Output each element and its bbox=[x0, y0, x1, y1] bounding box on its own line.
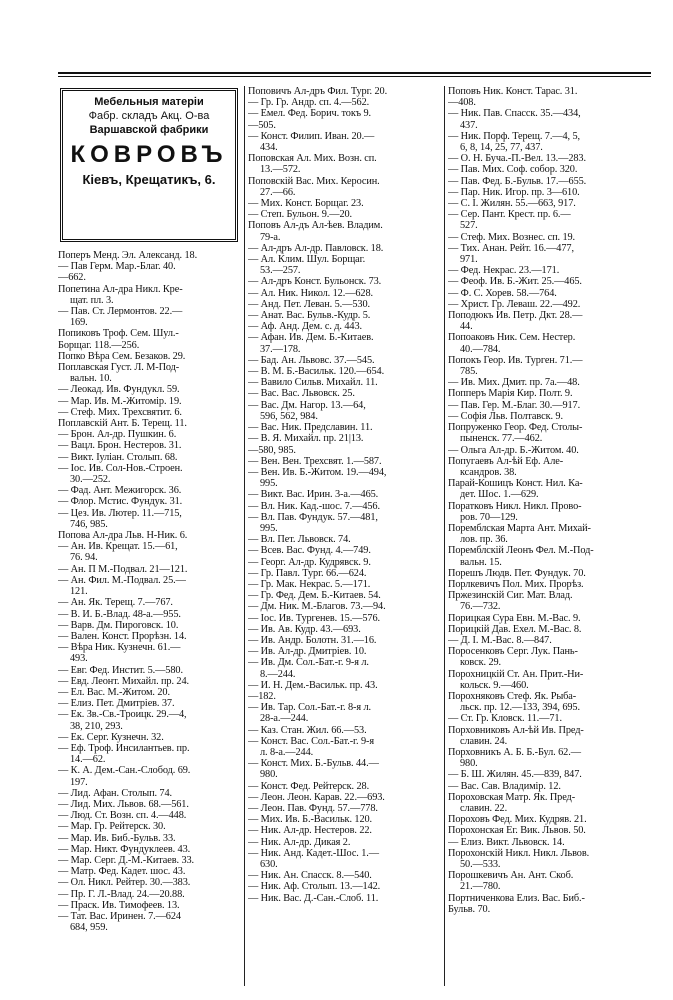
directory-entry-line: — В. М. Б.-Васильк. 120.—654. bbox=[248, 366, 385, 378]
directory-entry-line: —505. bbox=[248, 119, 276, 131]
directory-entry-line: — Ив. Ав. Кудр. 43.—693. bbox=[248, 623, 361, 635]
directory-entry-line: — Конст. Филип. Иван. 20.— bbox=[248, 130, 375, 142]
directory-entry-line: 8.—244. bbox=[260, 668, 296, 680]
directory-entry-line: Бульв. 70. bbox=[448, 903, 491, 915]
directory-entry-line: — Тат. Вас. Иринен. 7.—624 bbox=[58, 910, 181, 922]
directory-entry-line: — Конст. Вас. Сол.-Бат.-г. 9-я bbox=[248, 735, 374, 747]
directory-entry-line: — Вален. Конст. Прорѣзн. 14. bbox=[58, 630, 187, 642]
directory-entry-line: — Ив. Андр. Болотн. 31.—16. bbox=[248, 634, 377, 646]
directory-entry-line: — Вас. Ник. Предславин. 11. bbox=[248, 422, 373, 434]
directory-entry-line: — Матр. Фед. Кадет. шос. 43. bbox=[58, 866, 186, 878]
directory-entry-line: — Мар. Гр. Рейтерск. 30. bbox=[58, 821, 166, 833]
directory-entry-line: Попко Вѣра Сем. Безаков. 29. bbox=[58, 350, 186, 362]
directory-entry-line: — Д. І. М.-Вас. 8.—847. bbox=[448, 634, 552, 646]
directory-entry-line: — Ол. Никл. Рейтер. 30.—383. bbox=[58, 877, 191, 889]
directory-entry-line: — Леокад. Ив. Фундукл. 59. bbox=[58, 384, 180, 396]
directory-entry-line: — Конст. Мих. Б.-Бульв. 44.— bbox=[248, 758, 379, 770]
directory-entry-line: — Евг. Фед. Инстит. 5.—580. bbox=[58, 664, 183, 676]
directory-entry-line: 30.—252. bbox=[70, 474, 111, 486]
directory-entry-line: — Ник. Ал-др. Нестеров. 22. bbox=[248, 825, 372, 837]
directory-entry-line: — Софія Льв. Полтавск. 9. bbox=[448, 410, 563, 422]
directory-entry-line: 971. bbox=[460, 254, 478, 266]
directory-entry-line: — Анд. Пет. Леван. 5.—530. bbox=[248, 298, 370, 310]
directory-entry-line: — Каз. Стан. Жил. 66.—53. bbox=[248, 724, 367, 736]
directory-entry-line: Попперъ Марія Кир. Полт. 9. bbox=[448, 388, 573, 400]
directory-entry-line: Поремблская Марта Ант. Михай- bbox=[448, 522, 591, 534]
directory-entry-line: — Пав. Мих. Соф. собор. 320. bbox=[448, 164, 578, 176]
directory-entry-line: — Гр. Фед. Дем. Б.-Китаев. 54. bbox=[248, 590, 381, 602]
ad-line-3: Варшавской фабрики bbox=[89, 124, 209, 136]
directory-entry-line: Порицкій Дав. Ехел. М.-Вас. 8. bbox=[448, 623, 582, 635]
directory-entry-line: 121. bbox=[70, 586, 88, 598]
directory-entry-line: — Пр. Г. Л.-Влад. 24.—20.88. bbox=[58, 888, 185, 900]
directory-entry-line: — Дм. Ник. М.-Благов. 73.—94. bbox=[248, 601, 386, 613]
directory-entry-line: — Тих. Анан. Рейт. 16.—477, bbox=[448, 242, 574, 254]
directory-entry-line: — Праск. Ив. Тимофеев. 13. bbox=[58, 899, 180, 911]
directory-entry-line: Попоаковъ Ник. Сем. Нестер. bbox=[448, 332, 576, 344]
directory-entry-line: 44. bbox=[460, 321, 473, 333]
directory-entry-line: — Ан. Фил. М.-Подвал. 25.— bbox=[58, 574, 186, 586]
directory-entry-line: — Аф. Анд. Дем. с. д. 443. bbox=[248, 321, 362, 333]
directory-entry-line: — Викт. Іуліан. Столып. 68. bbox=[58, 451, 178, 463]
directory-entry-line: — Вл. Ник. Кад.-шос. 7.—456. bbox=[248, 500, 380, 512]
directory-entry-line: Порохницкій Ст. Ан. Прит.-Ни- bbox=[448, 668, 584, 680]
directory-entry-line: Попруженко Геор. Фед. Столы- bbox=[448, 422, 583, 434]
directory-entry-line: Порлкевичъ Пол. Мих. Прорѣз. bbox=[448, 578, 584, 590]
directory-entry-line: 995. bbox=[260, 522, 278, 534]
directory-entry-line: Портниченкова Елиз. Вас. Биб.- bbox=[448, 892, 585, 904]
directory-entry-line: 995. bbox=[260, 478, 278, 490]
directory-entry-line: Порохонскій Никл. Никл. Львов. bbox=[448, 847, 590, 859]
directory-entry-line: — Вас. Дм. Нагор. 13.—64, bbox=[248, 399, 366, 411]
directory-entry-line: —408. bbox=[448, 97, 476, 109]
directory-entry-line: — Христ. Гр. Леваш. 22.—492. bbox=[448, 298, 581, 310]
directory-entry-line: — Вен. Вен. Трехсвят. 1.—587. bbox=[248, 455, 382, 467]
directory-entry-line: кольск. 9.—460. bbox=[460, 679, 529, 691]
directory-entry-line: 434. bbox=[260, 142, 278, 154]
directory-entry-line: — Анат. Вас. Бульв.-Кудр. 5. bbox=[248, 310, 371, 322]
directory-entry-line: — Ник. Вас. Д.-Сан.-Слоб. 11. bbox=[248, 892, 379, 904]
directory-entry-line: Попокъ Геор. Ив. Турген. 71.— bbox=[448, 354, 583, 366]
directory-entry-line: — Викт. Вас. Ирин. 3-а.—465. bbox=[248, 489, 379, 501]
directory-entry-line: —182. bbox=[248, 690, 276, 702]
directory-column-1 bbox=[58, 250, 240, 933]
directory-entry-line: — Афан. Ив. Дем. Б.-Китаев. bbox=[248, 332, 374, 344]
directory-entry-line: — Пав Герм. Мар.-Благ. 40. bbox=[58, 261, 176, 273]
directory-entry-line: — Гр. Павл. Тург. 66.—624. bbox=[248, 567, 367, 579]
directory-entry-line: 50.—533. bbox=[460, 859, 501, 871]
directory-entry-line: — Ал-дръ Ал-др. Павловск. 18. bbox=[248, 242, 384, 254]
directory-entry-line: — Стеф. Мих. Вознес. сп. 19. bbox=[448, 231, 576, 243]
directory-entry-line: Поподюкъ Ив. Петр. Дкт. 28.— bbox=[448, 310, 583, 322]
directory-entry-line: — И. Н. Дем.-Васильк. пр. 43. bbox=[248, 679, 378, 691]
directory-entry-line: 746, 985. bbox=[70, 518, 108, 530]
directory-entry-line: ров. 70—129. bbox=[460, 511, 518, 523]
directory-entry-line: 169. bbox=[70, 317, 88, 329]
directory-entry-line: Пржезинскій Сиг. Мат. Влад. bbox=[448, 590, 573, 602]
directory-entry-line: — Ан. Як. Терещ. 7.—767. bbox=[58, 597, 173, 609]
directory-entry-line: — Емел. Фед. Борич. токъ 9. bbox=[248, 108, 371, 120]
directory-entry-line: — Лид. Афан. Столып. 74. bbox=[58, 787, 172, 799]
directory-entry-line: 13.—572. bbox=[260, 164, 301, 176]
directory-entry-line: Пороховская Матр. Як. Пред- bbox=[448, 791, 576, 803]
directory-entry-line: — Бад. Ан. Львовс. 37.—545. bbox=[248, 354, 375, 366]
top-rule bbox=[58, 72, 651, 74]
directory-entry-line: Поплавская Густ. Л. М-Под- bbox=[58, 362, 180, 374]
directory-entry-line: — Вавило Сильв. Михайл. 11. bbox=[248, 377, 378, 389]
directory-entry-line: л. 8-а.—244. bbox=[260, 746, 314, 758]
directory-entry-line: — Евд. Леонт. Михайл. пр. 24. bbox=[58, 675, 189, 687]
directory-entry-line: — Пав. Гер. М.-Благ. 30.—917. bbox=[448, 399, 581, 411]
ad-brand: КОВРОВЪ bbox=[70, 141, 228, 168]
directory-entry-line: — Гр. Мак. Некрас. 5.—171. bbox=[248, 578, 371, 590]
directory-entry-line: Поплавскій Ант. Б. Терещ. 11. bbox=[58, 418, 187, 430]
directory-entry-line: — Ф. С. Хорев. 58.—764. bbox=[448, 287, 557, 299]
directory-entry-line: славин. 24. bbox=[460, 735, 508, 747]
directory-entry-line: 37.—178. bbox=[260, 343, 301, 355]
directory-entry-line: — С. І. Жилян. 55.—663, 917. bbox=[448, 198, 576, 210]
directory-column-3 bbox=[448, 86, 654, 915]
directory-entry-line: — Мар. Никт. Фундуклеев. 43. bbox=[58, 843, 191, 855]
directory-entry-line: — Вл. Пав. Фундук. 57.—481, bbox=[248, 511, 378, 523]
directory-entry-line: — Конст. Фед. Рейтерск. 28. bbox=[248, 780, 370, 792]
directory-entry-line: — В. И. Б.-Влад. 48-а.—955. bbox=[58, 608, 181, 620]
directory-entry-line: 27.—66. bbox=[260, 186, 296, 198]
directory-entry-line: — Пав. Ст. Лермонтов. 22.— bbox=[58, 306, 183, 318]
directory-entry-line: — Лид. Мих. Львов. 68.—561. bbox=[58, 798, 189, 810]
directory-entry-line: Поповъ Ник. Конст. Тарас. 31. bbox=[448, 86, 578, 97]
ad-line-2: Фабр. складъ Акц. О-ва bbox=[88, 110, 210, 122]
directory-entry-line: — Фад. Ант. Межигорск. 36. bbox=[58, 485, 182, 497]
directory-entry-line: Порошкевичъ Ан. Ант. Скоб. bbox=[448, 870, 574, 882]
directory-entry-line: — Ник. Анд. Кадет.-Шос. 1.— bbox=[248, 847, 379, 859]
top-rule-thin bbox=[58, 76, 651, 77]
directory-entry-line: — О. Н. Буча.-П.-Вел. 13.—283. bbox=[448, 153, 586, 165]
directory-entry-line: вальн. 10. bbox=[70, 373, 112, 385]
directory-entry-line: 53.—257. bbox=[260, 265, 301, 277]
directory-entry-line: 21.—780. bbox=[460, 881, 501, 893]
directory-entry-line: Попова Ал-дра Льв. Н-Ник. 6. bbox=[58, 530, 188, 542]
directory-entry-line: — Ник. Пав. Спасск. 35.—434, bbox=[448, 108, 581, 120]
directory-entry-line: — Вл. Пет. Львовск. 74. bbox=[248, 534, 351, 546]
directory-entry-line: —580, 985. bbox=[248, 444, 296, 456]
directory-entry-line: — Ел. Вас. М.-Житом. 20. bbox=[58, 686, 170, 698]
directory-entry-line: — Вен. Ив. Б.-Житом. 19.—494, bbox=[248, 466, 387, 478]
directory-entry-line: — Георг. Ал-др. Кудрявск. 9. bbox=[248, 556, 371, 568]
directory-entry-line: 14.—62. bbox=[70, 754, 106, 766]
directory-entry-line: лов. пр. 36. bbox=[460, 534, 508, 546]
directory-entry-line: Порохонская Ег. Вик. Львов. 50. bbox=[448, 825, 586, 837]
directory-entry-line: — Іос. Ив. Сол-Нов.-Строен. bbox=[58, 462, 183, 474]
directory-entry-line: Поремблскій Леонъ Фел. М.-Под- bbox=[448, 545, 594, 557]
directory-entry-line: 40.—784. bbox=[460, 343, 501, 355]
directory-entry-line: — Еф. Троф. Инсилантьев. пр. bbox=[58, 742, 190, 754]
directory-entry-line: — Вас. Вас. Львовск. 25. bbox=[248, 388, 355, 400]
directory-entry-line: — Ник. Порф. Терещ. 7.—4, 5, bbox=[448, 130, 581, 142]
directory-entry-line: 76.—732. bbox=[460, 601, 501, 613]
column-divider-2 bbox=[444, 86, 445, 986]
directory-entry-line: — Ан. Ив. Крещат. 15.—61, bbox=[58, 541, 178, 553]
directory-entry-line: Пороховъ Фед. Мих. Кудряв. 21. bbox=[448, 814, 587, 826]
directory-entry-line: — Фед. Некрас. 23.—171. bbox=[448, 265, 560, 277]
directory-entry-line: щат. пл. 3. bbox=[70, 294, 114, 306]
directory-entry-line: — Мар. Ив. М.-Житомір. 19. bbox=[58, 395, 182, 407]
directory-entry-line: — Ник. Аф. Столып. 13.—142. bbox=[248, 881, 381, 893]
directory-entry-line: Попиковъ Троф. Сем. Шул.- bbox=[58, 328, 179, 340]
directory-entry-line: — Мих. Ив. Б.-Васильк. 120. bbox=[248, 814, 373, 826]
directory-entry-line: — Елиз. Пет. Дмитріев. 37. bbox=[58, 698, 175, 710]
directory-entry-line: — Ник. Ал-др. Дикая 2. bbox=[248, 836, 351, 848]
directory-entry-line: 980. bbox=[460, 758, 478, 770]
directory-entry-line: 437. bbox=[460, 119, 478, 131]
directory-entry-line: — Пар. Ник. Игор. пр. 3—610. bbox=[448, 186, 580, 198]
directory-entry-line: Поповскій Вас. Мих. Керосин. bbox=[248, 175, 380, 187]
directory-entry-line: — Ив. Тар. Сол.-Бат.-г. 8-я л. bbox=[248, 702, 371, 714]
directory-entry-line: — Ив. Дм. Сол.-Бат.-г. 9-я л. bbox=[248, 657, 369, 669]
directory-entry-line: — Іос. Ив. Тургенев. 15.—576. bbox=[248, 612, 380, 624]
ad-address: Кіевъ, Крещатикъ, 6. bbox=[82, 172, 216, 187]
directory-entry-line: — Ал-дръ Конст. Бульонск. 73. bbox=[248, 276, 382, 288]
directory-entry-line: — Феоф. Ив. Б.-Жит. 25.—465. bbox=[448, 276, 582, 288]
directory-entry-line: — Леон. Леон. Карав. 22.—693. bbox=[248, 791, 385, 803]
directory-entry-line: — Вацл. Брон. Нестеров. 31. bbox=[58, 440, 182, 452]
directory-entry-line: — К. А. Дем.-Сан.-Слобод. 69. bbox=[58, 765, 191, 777]
directory-entry-line: — Вѣра Ник. Кузнечн. 61.— bbox=[58, 642, 181, 654]
directory-entry-line: — Степ. Бульон. 9.—20. bbox=[248, 209, 353, 221]
directory-entry-line: — Ив. Мих. Дмит. пр. 7а.—48. bbox=[448, 377, 580, 389]
directory-entry-line: — Ек. Зв.-Св.-Троицк. 29.—4, bbox=[58, 709, 187, 721]
directory-entry-line: — Мих. Конст. Борщаг. 23. bbox=[248, 198, 364, 210]
directory-entry-line: Поповская Ал. Мих. Возн. сп. bbox=[248, 153, 377, 165]
directory-entry-line: — Елиз. Викт. Львовск. 14. bbox=[448, 836, 565, 848]
directory-entry-line: — Ек. Серг. Кузнечн. 32. bbox=[58, 731, 164, 743]
directory-entry-line: — Мар. Серг. Д.-М.-Китаев. 33. bbox=[58, 854, 195, 866]
directory-entry-line: Порешъ Людв. Пет. Фундук. 70. bbox=[448, 567, 586, 579]
directory-entry-line: — Ник. Ан. Спасск. 8.—540. bbox=[248, 870, 372, 882]
directory-entry-line: — Мар. Ив. Биб.-Бульв. 33. bbox=[58, 832, 176, 844]
directory-entry-line: 38, 210, 293. bbox=[70, 720, 123, 732]
directory-entry-line: 684, 959. bbox=[70, 922, 108, 934]
directory-entry-line: — Ольга Ал-др. Б.-Житом. 40. bbox=[448, 444, 579, 456]
directory-entry-line: — Цез. Ив. Лютер. 11.—715, bbox=[58, 507, 182, 519]
directory-entry-line: Поповичъ Ал-дръ Фил. Тург. 20. bbox=[248, 86, 388, 97]
directory-entry-line: Порховниковъ Ал-ѣй Ив. Пред- bbox=[448, 724, 584, 736]
advertisement-box bbox=[60, 88, 238, 242]
directory-entry-line: 493. bbox=[70, 653, 88, 665]
directory-entry-line: Порховникъ А. Б. Б.-Бул. 62.— bbox=[448, 746, 581, 758]
directory-entry-line: 197. bbox=[70, 776, 88, 788]
directory-entry-line: вальн. 15. bbox=[460, 556, 502, 568]
directory-entry-line: 28-а.—244. bbox=[260, 713, 309, 725]
directory-column-2 bbox=[248, 86, 442, 904]
directory-entry-line: Поросенковъ Серг. Лук. Пань- bbox=[448, 646, 578, 658]
directory-entry-line: Порохняковъ Стеф. Як. Рыба- bbox=[448, 690, 577, 702]
directory-entry-line: льск. пр. 12.—133, 394, 695. bbox=[460, 702, 580, 714]
directory-entry-line: Поперъ Менд. Эл. Александ. 18. bbox=[58, 250, 198, 261]
directory-entry-line: — Ив. Ал-др. Дмитріев. 10. bbox=[248, 646, 367, 658]
directory-entry-line: Поповъ Ал-дъ Ал-ѣев. Владим. bbox=[248, 220, 383, 232]
directory-entry-line: — Ан. П М.-Подвал. 21—121. bbox=[58, 563, 188, 575]
directory-entry-line: — Люд. Ст. Возн. сп. 4.—448. bbox=[58, 810, 187, 822]
directory-entry-line: дет. Шос. 1.—629. bbox=[460, 489, 539, 501]
directory-entry-line: 630. bbox=[260, 859, 278, 871]
directory-entry-line: ксандров. 38. bbox=[460, 466, 517, 478]
directory-entry-line: — Вас. Сав. Владимір. 12. bbox=[448, 780, 561, 792]
directory-entry-line: — Варв. Дм. Пироговск. 10. bbox=[58, 619, 179, 631]
directory-entry-line: Борщаг. 118.—256. bbox=[58, 339, 140, 351]
directory-entry-line: —662. bbox=[58, 272, 86, 284]
directory-entry-line: ковск. 29. bbox=[460, 657, 502, 669]
directory-entry-line: — Стеф. Мих. Трехсвятит. 6. bbox=[58, 406, 182, 418]
directory-entry-line: — Ал. Клим. Шул. Борщаг. bbox=[248, 254, 366, 266]
directory-entry-line: 980. bbox=[260, 769, 278, 781]
directory-entry-line: — Сер. Пант. Крест. пр. 6.— bbox=[448, 209, 571, 221]
directory-entry-line: 79-а. bbox=[260, 231, 281, 243]
directory-entry-line: — Ст. Гр. Кловск. 11.—71. bbox=[448, 713, 562, 725]
directory-entry-line: — Гр. Гр. Андр. сп. 4.—562. bbox=[248, 97, 370, 109]
directory-entry-line: Порицкая Сура Евн. М.-Вас. 9. bbox=[448, 612, 581, 624]
directory-entry-line: — Б. Ш. Жилян. 45.—839, 847. bbox=[448, 769, 582, 781]
directory-entry-line: 527. bbox=[460, 220, 478, 232]
ad-line-1: Мебельныя матеріи bbox=[94, 96, 204, 108]
directory-entry-line: 785. bbox=[460, 366, 478, 378]
directory-entry-line: Попетина Ал-дра Никл. Кре- bbox=[58, 283, 183, 295]
directory-entry-line: Попугаевъ Ал-ѣй Еф. Але- bbox=[448, 455, 564, 467]
directory-entry-line: — Леон. Пав. Фунд. 57.—778. bbox=[248, 803, 378, 814]
directory-entry-line: — Пав. Фед. Б.-Бульв. 17.—655. bbox=[448, 175, 587, 187]
directory-entry-line: 596, 562, 984. bbox=[260, 410, 318, 422]
directory-entry-line: славин. 22. bbox=[460, 803, 508, 814]
directory-entry-line: — Брон. Ал-др. Пушкин. 6. bbox=[58, 429, 177, 441]
directory-entry-line: — Ал. Ник. Никол. 12.—628. bbox=[248, 287, 374, 299]
column-divider-1 bbox=[244, 86, 245, 986]
directory-entry-line: пыненск. 77.—462. bbox=[460, 433, 543, 445]
directory-entry-line: — Флор. Мстис. Фундук. 31. bbox=[58, 496, 183, 508]
directory-entry-line: 6, 8, 14, 25, 77, 437. bbox=[460, 142, 543, 154]
directory-entry-line: 76. 94. bbox=[70, 552, 98, 564]
directory-entry-line: — Всев. Вас. Фунд. 4.—749. bbox=[248, 545, 371, 557]
directory-entry-line: — В. Я. Михайл. пр. 21|13. bbox=[248, 433, 364, 445]
directory-entry-line: Поратковъ Никл. Никл. Прово- bbox=[448, 500, 582, 512]
directory-entry-line: Парай-Кошицъ Конст. Нил. Ка- bbox=[448, 478, 583, 490]
